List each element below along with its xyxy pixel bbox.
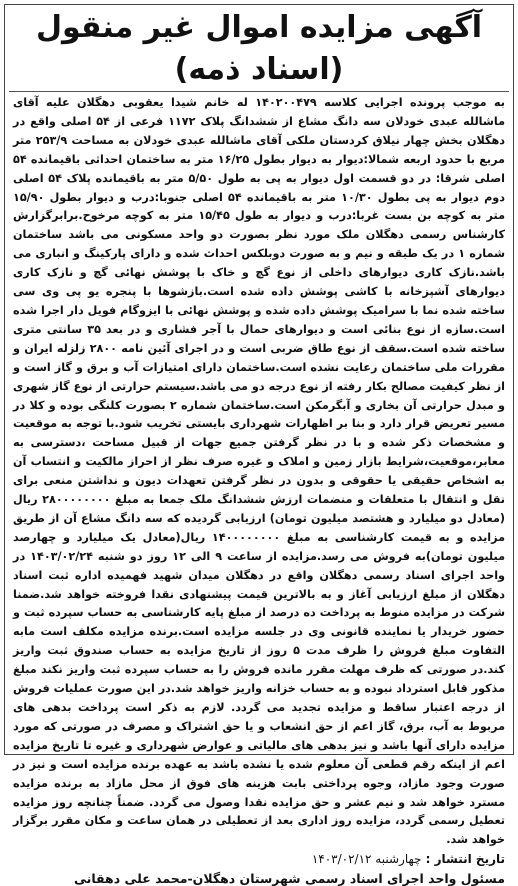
publish-label: تاریخ انتشار :	[425, 852, 505, 867]
title-divider	[9, 91, 509, 92]
publish-info	[5, 850, 513, 869]
notice-page	[4, 4, 514, 886]
publish-date: چهارشنبه ۱۴۰۳/۰۲/۱۲	[311, 852, 422, 867]
notice-body: به موجب پرونده اجرایی کلاسه ۱۴۰۲۰۰۴۷۹ له خانم شیدا یعقوبی دهگلان علیه آقای ماشالله عبدی خودلان سه دانگ مشاع از ششدانگ پلاک ۱۱۷۲ فرعی از ۵۴ اصلی واقع در دهگلان بخش چهار نیلاق کردستان ملکی آقای ماشالله عبدی خودلان به مساحت ۲۵۳/۹ متر مربع با حدود اربعه شمالا:دیوار به دیوار بطول ۱۶/۲۵ متر به ساختمان احداثی باقیمانده ۵۴ اصلی شرقا: در دو قسمت اول دیوار به پی به طول ۵/۵۰ متر به باقیمانده پلاک ۵۴ اصلی دوم دیوار به پی بطول ۱۰/۳۰ متر به باقیمانده ۵۴ اصلی جنوبا:درب و دیوار بطول ۱۵/۹۰ متر به کوچه بن بست غربا:درب و دیوار به طول ۱۵/۴۵ متر به کوچه مرخوح.برابرگزارش کارشناس رسمی دهگلان ملک مورد نظر بصورت دو واحد مسکونی می باشد ساختمان شماره ۱ در یک طبقه و نیم و به صورت دوبلکس احداث شده و دارای پارکینگ و انباری می باشد.نازک کاری دیوارهای داخلی از نوع گچ و خاک با پوشش نهائی گچ و نازک کاری دیوارهای آشپزخانه با کاشی پوشش داده شده است.بازشوها با پنجره یو پی وی سی ساخته شده نما با سرامیک پوشش داده شده و پوشش نهائی با ایزوگام فویل دار اجرا شده است.سازه از نوع بنائی است و دیوارهای حمال با آجر فشاری و در بعد ۳۵ سانتی متری ساخته شده است.سقف از نوع طاق ضربی است و در اجرای آئین نامه ۲۸۰۰ زلزله ایران و مقررات ملی ساختمان رعایت نشده است.ساختمان دارای امتیازات آب و برق و گاز است و از نظر کیفیت مصالح بکار رفته از نوع درجه دو می باشد.سیستم حرارتی از نوع گاز شهری و مبدل حرارتی آن بخاری و آبگرمکن است.ساختمان شماره ۲ بصورت کلنگی بوده و کلا در مسیر تعریض قرار دارد و بنا بر اظهارات شهرداری بایستی تخریب شود.با توجه به موقعیت و مشخصات ذکر شده و با در نظر گرفتن جمیع جهات از قبیل مساحت ،دسترسی به معابر،موقعیت،شرایط بازار زمین و املاک و غیره صرف نظر از احراز مالکیت و انتساب آن به اشخاص حقیقی یا حقوقی و بدون در نظر گرفتن تعهدات دیون و نداشتن منعی برای نقل و انتقال با متعلقات و منضمات ارزش ششدانگ ملک جمعا به مبلغ ۲۸۰۰۰۰۰۰۰۰ ریال (معادل دو میلیارد و هشتصد میلیون تومان) ارزیابی گردیده که سه دانگ مشاع آن از طریق مزایده و به قیمت کارشناسی به مبلغ ۱۴۰۰۰۰۰۰۰۰ ریال(معادل یک میلیارد و چهارصد میلیون تومان)به فروش می رسد.مزایده از ساعت ۹ الی ۱۲ روز دو شنبه ۱۴۰۳/۰۲/۲۴ در واحد اجرای اسناد رسمی دهگلان واقع در دهگلان میدان شهید فهمیده اداره ثبت اسناد دهگلان از مبلغ ارزیابی آغاز و به بالاترین قیمت پیشنهادی نقدا فروخته خواهد شد.ضمنا شرکت در مزایده منوط به پرداخت ده درصد از مبلغ پایه کارشناسی به حساب سپرده ثبت و حضور خریدار یا نماینده قانونی وی در جلسه مزایده است.برنده مزایده مکلف است مابه التفاوت مبلغ فروش را ظرف مدت ۵ روز از تاریخ مزایده به حساب صندوق ثبت واریز کند.در صورتی که ظرف مهلت مقرر مانده فروش را به حساب سپرده ثبت واریز نکند مبلغ مذکور قابل استرداد نبوده و به حساب خزانه واریز خواهد شد.در این صورت عملیات فروش از درجه اعتبار ساقط و مزایده تجدید می گردد. لازم به ذکر است پرداخت بدهی های مربوط به آب، برق، گاز اعم از حق انشعاب و یا حق اشتراک و مصرف در صورتی که مورد مزایده دارای آنها باشد و نیز بدهی های مالیاتی و عوارض شهرداری و غیره تا تاریخ مزایده اعم از اینکه رقم قطعی آن معلوم شده یا نشده باشد به عهده برنده مزایده است و نیز در صورت وجود مازاد، وجوه پرداختی بابت هزینه های فوق از محل مازاد به برنده مزایده مسترد خواهد شد و نیم عشر و حق مزایده نقدا وصول می گردد. ضمناً چنانچه روز مزایده تعطیل رسمی گردد، مزایده روز اداری بعد از تعطیلی در همان ساعت و مکان مقرر برگزار خواهد شد.	[13, 96, 506, 847]
signature: مسئول واحد اجرای اسناد رسمی شهرستان دهگلان-محمد علی دهقانی	[74, 871, 505, 886]
notice-title: آگهی مزایده اموال غیر منقول (اسناد ذمه)	[35, 10, 483, 87]
